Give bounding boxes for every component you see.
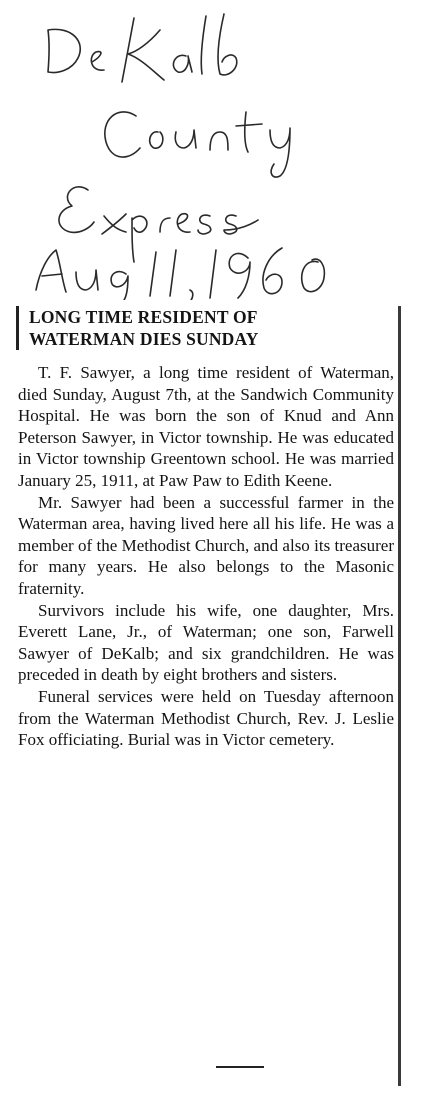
handwritten-annotation-drawing xyxy=(0,0,429,300)
handwritten-annotation xyxy=(0,0,429,300)
headline-line-2: WATERMAN DIES SUNDAY xyxy=(29,329,259,349)
paragraph-survivors: Survivors include his wife, one daughter, Mrs. Everett Lane, Jr., of Waterman; one son, Farwell Sawyer of DeKalb; and six grandchildren. He was preceded in death by eight brothers and sisters. xyxy=(18,600,394,685)
paragraph-career: Mr. Sawyer had been a successful farmer in the Waterman area, having lived here all his life. He was a member of the Methodist Church, and also its treasurer for many years. He also belongs to the Masonic fraternity. xyxy=(18,492,394,598)
end-rule xyxy=(216,1066,264,1068)
paragraph-funeral: Funeral services were held on Tuesday afternoon from the Waterman Methodist Church, Rev. J. Leslie Fox officiating. Burial was in Victor cemetery. xyxy=(18,686,394,750)
column-rule xyxy=(398,306,401,1086)
headline xyxy=(16,306,398,350)
paragraph-death-notice: T. F. Sawyer, a long time resident of Waterman, died Sunday, August 7th, at the Sandwich Community Hospital. He was born the son of Knud and Ann Peterson Sawyer, in Victor township. He was educated in Victor township Greentown school. He was married January 25, 1911, at Paw Paw to Edith Keene. xyxy=(18,363,394,490)
headline-line-1: LONG TIME RESIDENT OF xyxy=(29,307,258,327)
newspaper-clipping xyxy=(16,306,398,1106)
article-body xyxy=(16,362,398,751)
